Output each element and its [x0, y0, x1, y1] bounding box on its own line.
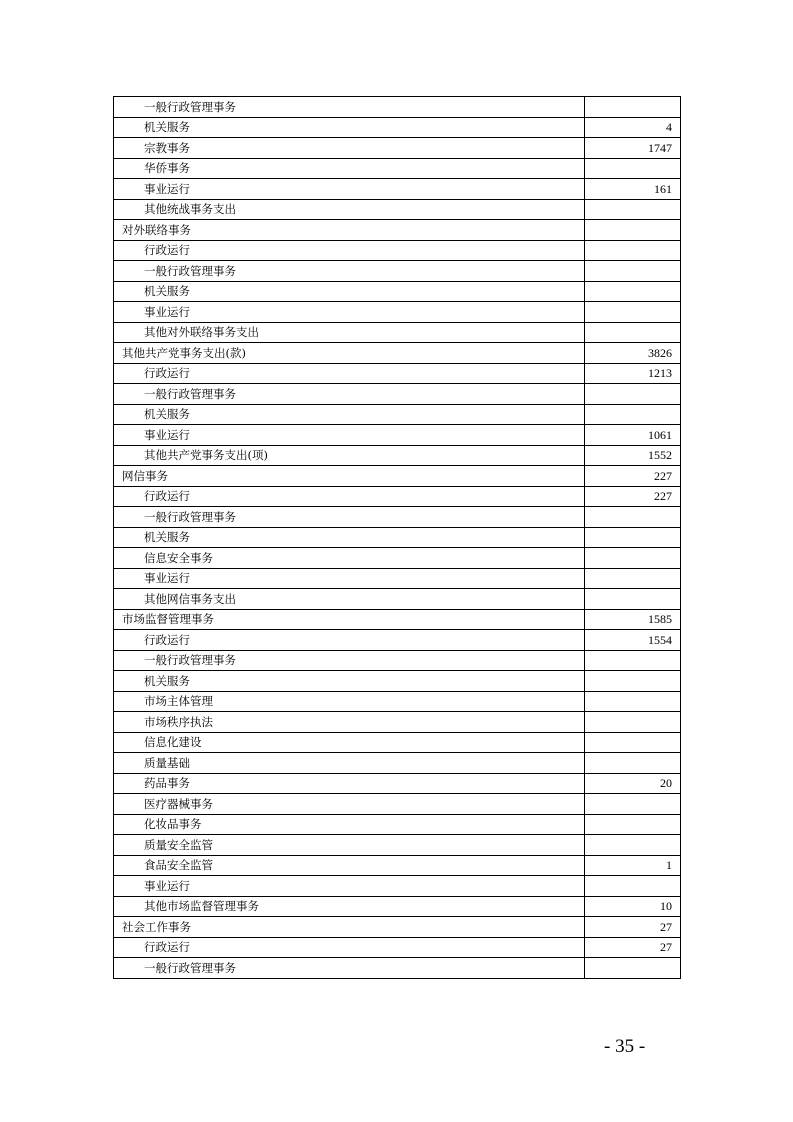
page-number: - 35 -	[604, 1036, 646, 1057]
item-name-cell: 行政运行	[114, 240, 585, 261]
item-name-cell: 信息化建设	[114, 732, 585, 753]
table-row	[114, 589, 681, 610]
item-name-cell: 事业运行	[114, 425, 585, 446]
amount-cell	[585, 220, 681, 241]
table-row	[114, 568, 681, 589]
table-row	[114, 363, 681, 384]
table-row	[114, 855, 681, 876]
table-row	[114, 220, 681, 241]
table-row	[114, 958, 681, 979]
amount-cell: 161	[585, 179, 681, 200]
amount-cell	[585, 322, 681, 343]
item-name-cell: 市场秩序执法	[114, 712, 585, 733]
amount-cell	[585, 650, 681, 671]
amount-cell	[585, 691, 681, 712]
item-name-cell: 其他对外联络事务支出	[114, 322, 585, 343]
amount-cell: 20	[585, 773, 681, 794]
amount-cell	[585, 158, 681, 179]
table-row	[114, 117, 681, 138]
amount-cell: 1213	[585, 363, 681, 384]
amount-cell	[585, 404, 681, 425]
amount-cell: 1	[585, 855, 681, 876]
item-name-cell: 事业运行	[114, 179, 585, 200]
amount-cell	[585, 240, 681, 261]
item-name-cell: 其他网信事务支出	[114, 589, 585, 610]
item-name-cell: 其他统战事务支出	[114, 199, 585, 220]
item-name-cell: 其他共产党事务支出(项)	[114, 445, 585, 466]
amount-cell	[585, 261, 681, 282]
table-row	[114, 240, 681, 261]
table-row	[114, 732, 681, 753]
item-name-cell: 华侨事务	[114, 158, 585, 179]
item-name-cell: 机关服务	[114, 404, 585, 425]
item-name-cell: 机关服务	[114, 671, 585, 692]
table-row	[114, 466, 681, 487]
item-name-cell: 社会工作事务	[114, 917, 585, 938]
amount-cell: 3826	[585, 343, 681, 364]
table-row	[114, 138, 681, 159]
table-row	[114, 937, 681, 958]
table-row	[114, 896, 681, 917]
amount-cell	[585, 384, 681, 405]
table-row	[114, 302, 681, 323]
budget-table	[113, 96, 681, 979]
item-name-cell: 一般行政管理事务	[114, 384, 585, 405]
table-row	[114, 876, 681, 897]
item-name-cell: 事业运行	[114, 876, 585, 897]
table-row	[114, 917, 681, 938]
table-row	[114, 97, 681, 118]
amount-cell	[585, 527, 681, 548]
item-name-cell: 其他市场监督管理事务	[114, 896, 585, 917]
amount-cell: 4	[585, 117, 681, 138]
item-name-cell: 行政运行	[114, 630, 585, 651]
table-row	[114, 773, 681, 794]
item-name-cell: 质量基础	[114, 753, 585, 774]
amount-cell: 1552	[585, 445, 681, 466]
table-row	[114, 261, 681, 282]
table-row	[114, 179, 681, 200]
table-row	[114, 650, 681, 671]
amount-cell	[585, 712, 681, 733]
item-name-cell: 药品事务	[114, 773, 585, 794]
item-name-cell: 行政运行	[114, 486, 585, 507]
item-name-cell: 行政运行	[114, 363, 585, 384]
amount-cell: 1554	[585, 630, 681, 651]
amount-cell	[585, 568, 681, 589]
amount-cell	[585, 97, 681, 118]
item-name-cell: 网信事务	[114, 466, 585, 487]
budget-table-body	[114, 97, 681, 979]
item-name-cell: 对外联络事务	[114, 220, 585, 241]
amount-cell: 1061	[585, 425, 681, 446]
table-row	[114, 814, 681, 835]
item-name-cell: 市场主体管理	[114, 691, 585, 712]
table-row	[114, 322, 681, 343]
amount-cell: 10	[585, 896, 681, 917]
amount-cell	[585, 199, 681, 220]
table-row	[114, 404, 681, 425]
amount-cell	[585, 507, 681, 528]
amount-cell: 27	[585, 917, 681, 938]
item-name-cell: 其他共产党事务支出(款)	[114, 343, 585, 364]
table-row	[114, 548, 681, 569]
table-row	[114, 281, 681, 302]
amount-cell	[585, 548, 681, 569]
table-row	[114, 691, 681, 712]
table-row	[114, 445, 681, 466]
table-row	[114, 835, 681, 856]
item-name-cell: 机关服务	[114, 117, 585, 138]
table-row	[114, 384, 681, 405]
item-name-cell: 机关服务	[114, 281, 585, 302]
amount-cell	[585, 281, 681, 302]
table-row	[114, 527, 681, 548]
amount-cell: 227	[585, 466, 681, 487]
item-name-cell: 事业运行	[114, 302, 585, 323]
item-name-cell: 行政运行	[114, 937, 585, 958]
table-row	[114, 609, 681, 630]
item-name-cell: 食品安全监管	[114, 855, 585, 876]
table-row	[114, 712, 681, 733]
amount-cell: 1747	[585, 138, 681, 159]
amount-cell	[585, 835, 681, 856]
amount-cell	[585, 794, 681, 815]
item-name-cell: 医疗器械事务	[114, 794, 585, 815]
table-row	[114, 343, 681, 364]
item-name-cell: 化妆品事务	[114, 814, 585, 835]
item-name-cell: 一般行政管理事务	[114, 97, 585, 118]
table-row	[114, 671, 681, 692]
item-name-cell: 一般行政管理事务	[114, 261, 585, 282]
table-row	[114, 794, 681, 815]
amount-cell	[585, 958, 681, 979]
table-row	[114, 507, 681, 528]
item-name-cell: 一般行政管理事务	[114, 507, 585, 528]
item-name-cell: 宗教事务	[114, 138, 585, 159]
table-row	[114, 158, 681, 179]
item-name-cell: 信息安全事务	[114, 548, 585, 569]
amount-cell	[585, 589, 681, 610]
item-name-cell: 事业运行	[114, 568, 585, 589]
table-row	[114, 630, 681, 651]
table-row	[114, 199, 681, 220]
amount-cell	[585, 732, 681, 753]
table-row	[114, 753, 681, 774]
amount-cell	[585, 876, 681, 897]
amount-cell: 27	[585, 937, 681, 958]
amount-cell: 1585	[585, 609, 681, 630]
amount-cell	[585, 671, 681, 692]
item-name-cell: 一般行政管理事务	[114, 650, 585, 671]
amount-cell	[585, 302, 681, 323]
amount-cell	[585, 814, 681, 835]
amount-cell	[585, 753, 681, 774]
item-name-cell: 市场监督管理事务	[114, 609, 585, 630]
item-name-cell: 一般行政管理事务	[114, 958, 585, 979]
table-row	[114, 486, 681, 507]
item-name-cell: 机关服务	[114, 527, 585, 548]
amount-cell: 227	[585, 486, 681, 507]
item-name-cell: 质量安全监管	[114, 835, 585, 856]
table-row	[114, 425, 681, 446]
